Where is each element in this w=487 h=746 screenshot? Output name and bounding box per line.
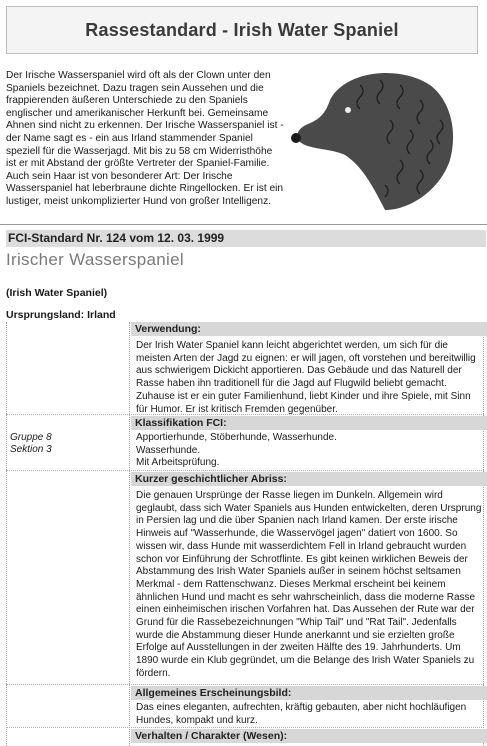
row-separator [6,414,484,415]
section-text-geschichte: Die genauen Ursprünge der Rasse liegen im Dunkeln. Allgemein wird geglaubt, dass sich Water Spaniels aus Hunden entwickelten, deren Ursprung in Persien lag und die über Spanien nach Irland kamen. Der erste irische Hinweis auf "Wasserhunde, die Wasservögel jagen" datiert von 1600. So wissen wir, dass Hunde mit wasserdichtem Fell in Irland gebraucht wurden schon vor Einführung der Schrotflinte. Es gibt keinen wirklichen Beweis der Abstammung des Irish Water Spaniels außer in seinem höchst seltsamen Merkmal - dem Rattenschwanz. Dieses Merkmal erscheint bei keinem ähnlichen Hund und macht es sehr wahrscheinlich, dass die moderne Rasse einen einheimischen irischen Vorfahren hat. Das Aussehen der Rute war der Grund für die Rassebezeichnungen "Whip Tail" und "Rat Tail". Jedenfalls wurde die Abstammung dieser Hunde anerkannt und sie erzielten große Erfolge auf Ausstellungen in der zweiten Hälfte des 19. Jahrhunderts. Um 1890 wurde ein Klub gegründet, um die Belange des Irish Water Spaniels zu fördern. [136,490,482,679]
section-text-verwendung: Der Irish Water Spaniel kann leicht abgerichtet werden, um sich für die meisten Arten der Jagd zu eignen: er will jagen, oft vorstehen und bereitwillig aus schwierigem Dickicht apportieren. Das Gebäude und das Naturell der Rasse haben ihn traditionell für die Jagd auf Flugwild beliebt gemacht. Zuhause ist er ein guter Familienhund, liebt Kinder und ihre Spiele, mit Sinn für Humor. Er ist kritisch Fremden gegenüber. [136,340,476,415]
section-divider [0,224,487,225]
row-separator [6,684,484,685]
fci-standard-heading: FCI-Standard Nr. 124 vom 12. 03. 1999 [6,230,486,247]
country-of-origin: Ursprungsland: Irland [6,309,116,321]
table-column-divider [129,322,130,746]
breed-name-german: Irischer Wasserspaniel [6,250,184,269]
fci-group-label: Gruppe 8 [10,432,52,443]
fci-section-label: Sektion 3 [10,444,52,455]
intro-paragraph: Der Irische Wasserspaniel wird oft als der Clown unter den Spaniels bezeichnet. Dazu tragen sein Aussehen und die frappierenden äußeren Unterschiede zu den Spaniels englischer und amerikanischer Herkunft bei. Gemeinsame Ahnen sind nicht zu erkennen. Der Irische Wasserspaniel ist - der Name sagt es - ein aus Irland stammender Spaniel speziell für die Wasserjagd. Mit bis zu 58 cm Widerristhöhe ist er mit Abstand der größte Vertreter der Spaniel-Familie. Auch sein Haar ist von besonderer Art: Der Irische Wasserspaniel hat leberbraune dichte Ringellocken. Er ist ein lustiger, meist unkomplizierter Hund von großer Intelligenz. [6,70,284,207]
section-text-erscheinungsbild: Das eines eleganten, aufrechten, kräftig gebauten, aber nicht hochläufigen Hundes, kompakt und kurz. [136,702,467,726]
table-border-left [6,322,7,746]
dog-illustration [290,60,470,220]
classification-line: Wasserhunde. [136,444,201,456]
row-separator [6,727,484,728]
section-heading-verwendung: Verwendung: [131,322,487,336]
section-heading-erscheinungsbild: Allgemeines Erscheinungsbild: [131,686,487,700]
classification-line: Apportierhunde, Stöberhunde, Wasserhunde. [136,432,337,443]
section-heading-geschichte: Kurzer geschichtlicher Abriss: [131,472,487,486]
page-title: Rassestandard - Irish Water Spaniel [85,19,399,40]
classification-line: Mit Arbeitsprüfung. [136,457,220,469]
classification-lines [136,432,484,470]
standard-table [6,322,484,746]
title-box [6,6,478,54]
section-heading-verhalten: Verhalten / Charakter (Wesen): [131,729,487,743]
row-separator [6,470,484,471]
section-heading-klassifikation: Klassifikation FCI: [131,416,487,430]
breed-name-english: (Irish Water Spaniel) [6,287,108,299]
